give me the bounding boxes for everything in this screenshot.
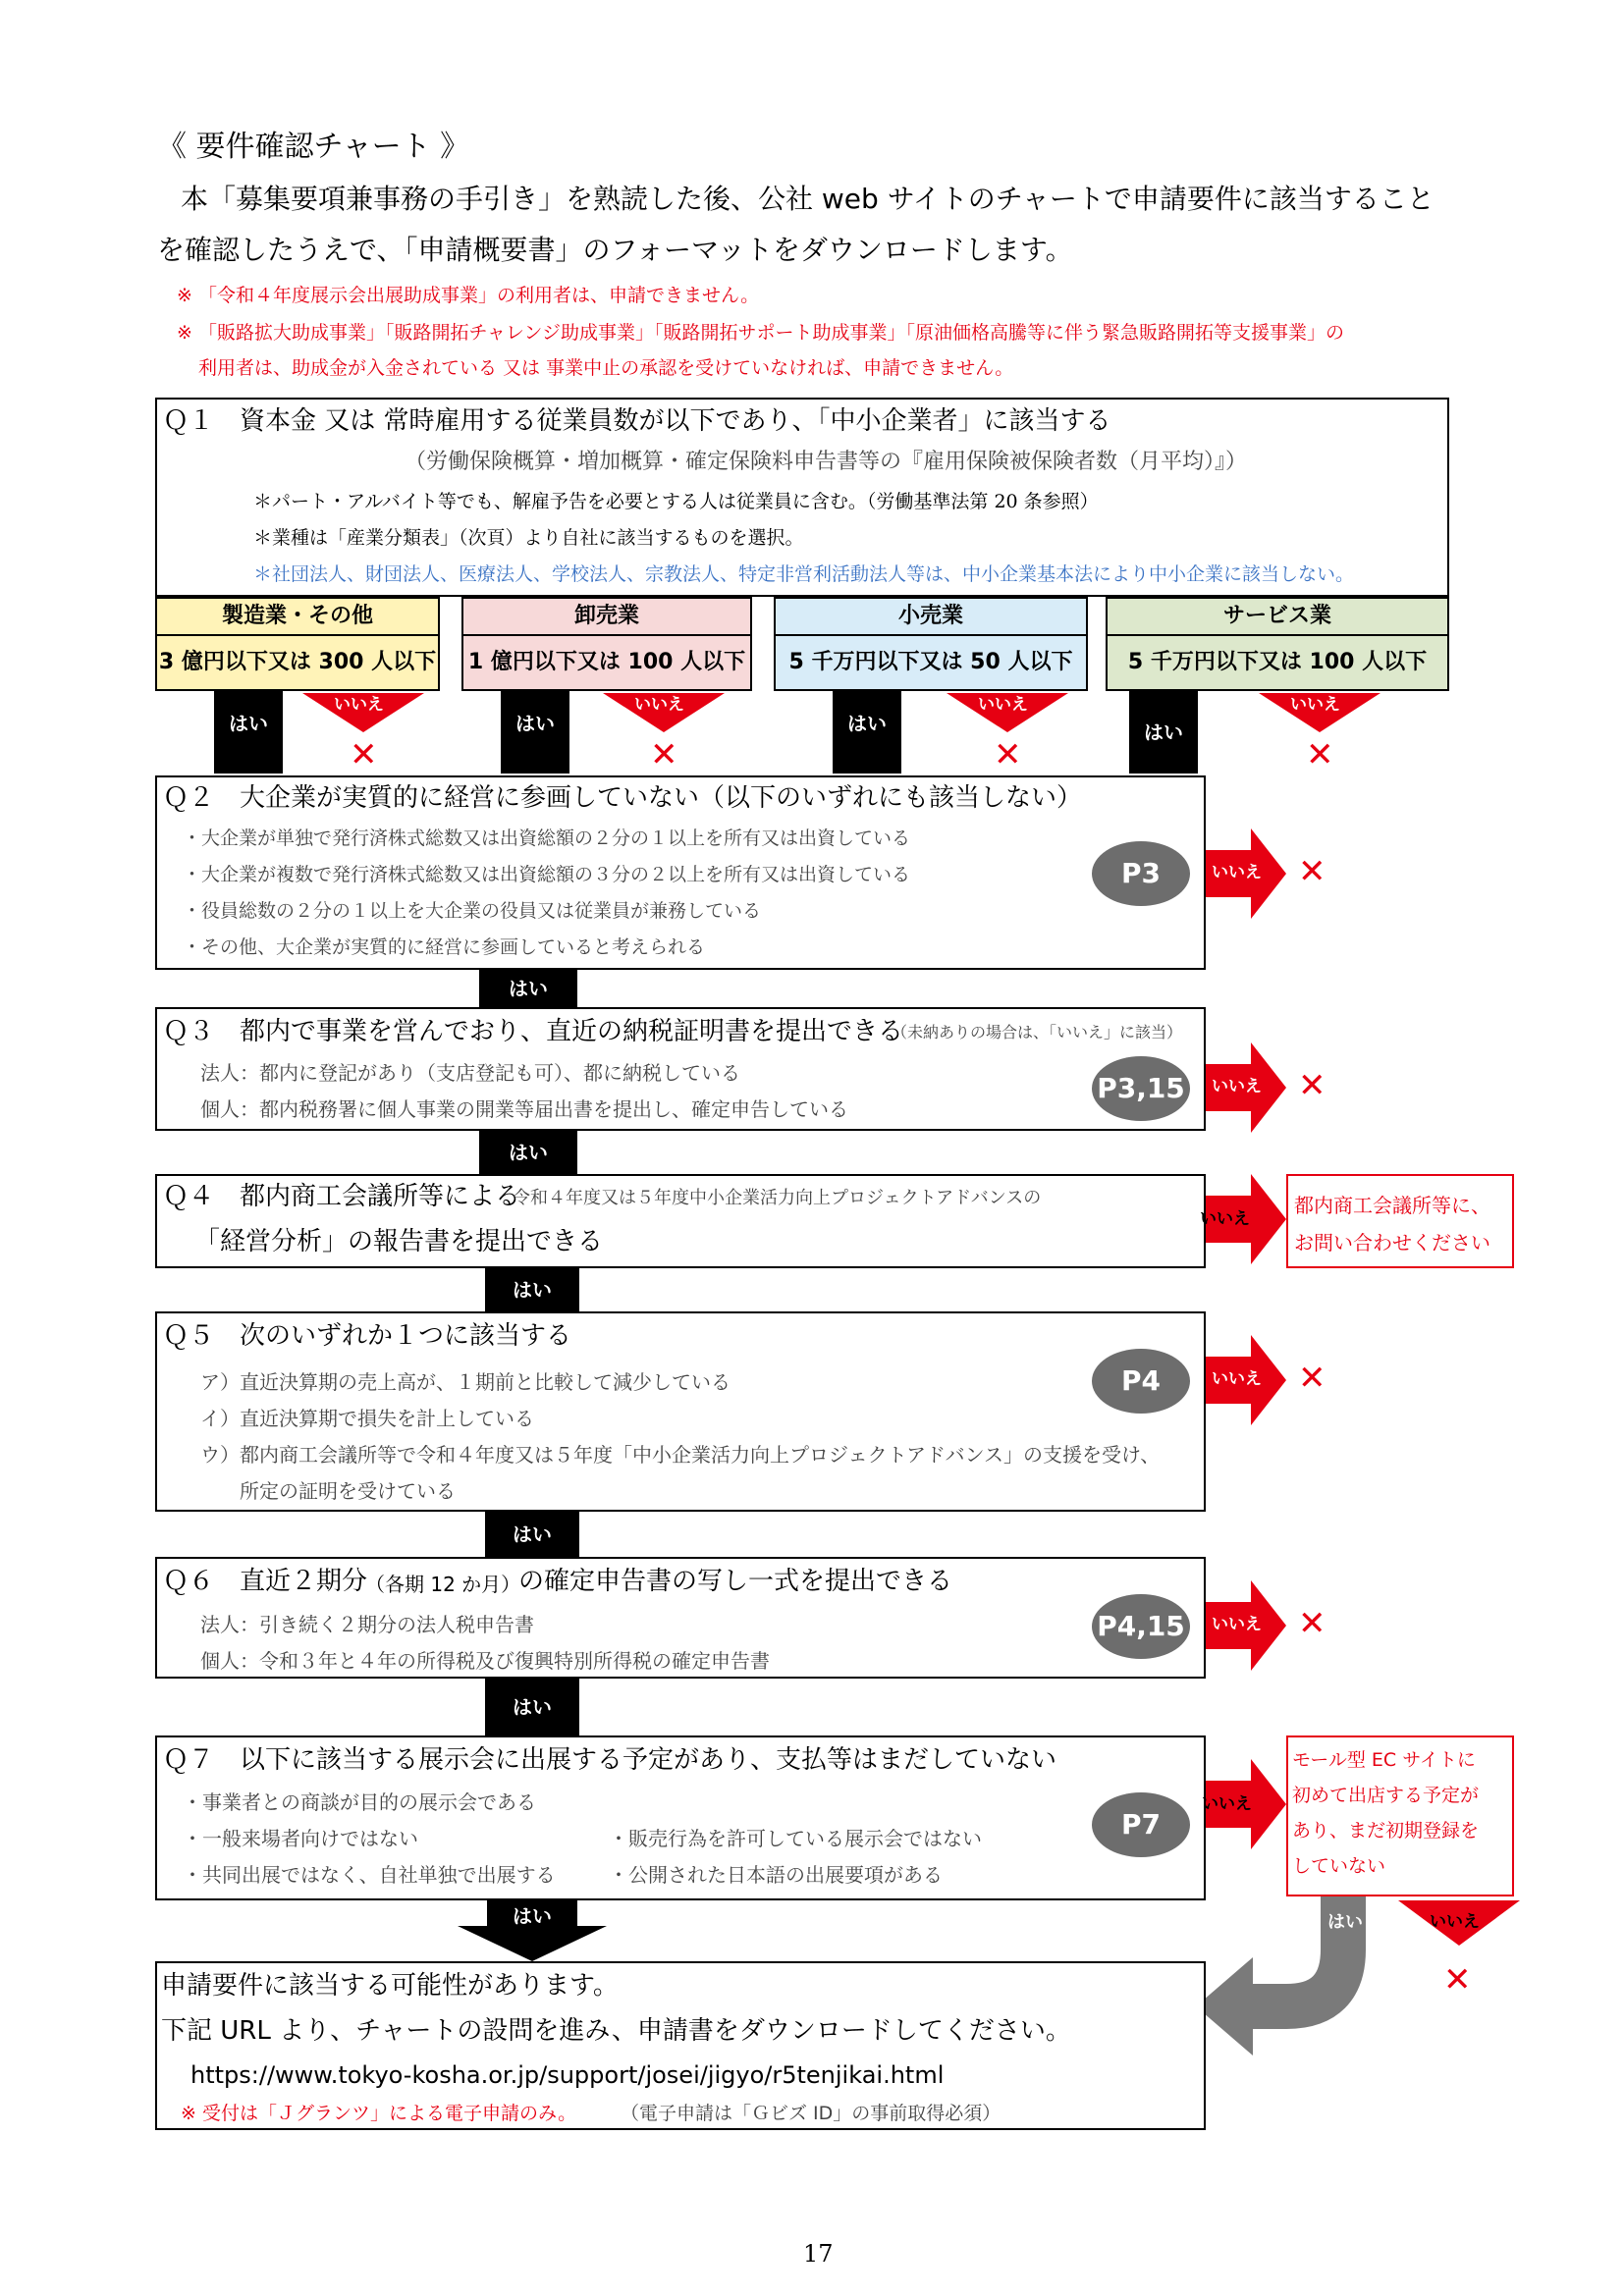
q1-yes-arrow-2: はい [501,691,569,774]
page-number: 17 [803,2240,834,2268]
q1-yes-arrow-4: はい [1129,691,1198,774]
q2-item-1: ・大企業が単独で発行済株式総数又は出資総額の２分の１以上を所有又は出資している [183,828,911,849]
q5-no-label: いいえ [1212,1369,1262,1389]
q6-page-badge: P4,15 [1092,1594,1190,1659]
page-title: 《 要件確認チャート 》 [157,130,470,164]
q3-title: Ｑ３ 都内で事業を営んでおり、直近の納税証明書を提出できる [163,1017,904,1046]
result-note-gray: （電子申請は「Ｇビズ ID」の事前取得必須） [621,2103,1001,2124]
q4-contact-line-1: 都内商工会議所等に、 [1294,1194,1490,1217]
q5-item-1: ア）直近決算期の売上高が、１期前と比較して減少している [200,1370,731,1394]
ec-no-label: いいえ [1430,1912,1480,1932]
result-line-1: 申請要件に該当する可能性があります。 [161,1971,619,2001]
q4-yes-arrow: はい [485,1268,579,1311]
q6-title-small: （各期 12 か月） [365,1573,521,1596]
category-manufacturing-criteria: 3 億円以下又は 300 人以下 [155,634,440,691]
q7-yes-label: はい [513,1904,552,1928]
category-wholesale-criteria: 1 億円以下又は 100 人以下 [461,634,752,691]
q1-note-1: ＊パート・アルバイト等でも、解雇予告を必要とする人は従業員に含む。（労働基準法第 20 条参照） [253,491,1099,512]
category-service-criteria: 5 千万円以下又は 100 人以下 [1106,634,1449,691]
q4-title-a: Ｑ４ 都内商工会議所等による [163,1182,521,1211]
q7-ec-line-4: していない [1292,1855,1386,1877]
category-service-name: サービス業 [1106,597,1449,636]
q7-item-4: ・共同出展ではなく、自社単独で出展する [183,1863,556,1887]
q1-no-label-1: いいえ [334,695,384,715]
q3-yes-arrow: はい [479,1131,577,1174]
q6-title-a: Ｑ６ 直近２期分 [163,1567,368,1596]
q1-cross-1: ✕ [350,735,378,774]
q7-page-badge: P7 [1092,1792,1190,1857]
category-retail-criteria: 5 千万円以下又は 50 人以下 [774,634,1088,691]
q6-item-2: 個人：令和３年と４年の所得税及び復興特別所得税の確定申告書 [200,1649,770,1673]
q2-cross: ✕ [1298,852,1326,891]
q5-title: Ｑ５ 次のいずれか１つに該当する [163,1321,572,1351]
q6-cross: ✕ [1298,1604,1326,1643]
q3-item-1: 法人：都内に登記があり（支店登記も可）、都に納税している [200,1061,740,1085]
q7-ec-line-1: モール型 EC サイトに [1292,1749,1476,1771]
result-url[interactable]: https://www.tokyo-kosha.or.jp/support/josei/jigyo/r5tenjikai.html [190,2061,945,2089]
category-retail-name: 小売業 [774,597,1088,636]
result-note-red: ※ 受付は「Ｊグランツ」による電子申請のみ。 [181,2103,577,2124]
q2-title: Ｑ２ 大企業が実質的に経営に参画していない（以下のいずれにも該当しない） [163,783,1083,813]
q7-title: Ｑ７ 以下に該当する展示会に出展する予定があり、支払等はまだしていない [163,1745,1057,1775]
q1-no-label-3: いいえ [978,695,1028,715]
q5-yes-arrow: はい [485,1512,579,1557]
q1-note-3: ＊社団法人、財団法人、医療法人、学校法人、宗教法人、特定非営利活動法人等は、中小企業基本法により中小企業に該当しない。 [253,563,1355,585]
q1-title: Ｑ１ 資本金 又は 常時雇用する従業員数が以下であり、「中小企業者」に該当する [163,406,1111,436]
q4-no-label: いいえ [1200,1209,1250,1229]
ec-yes-label: はい [1327,1912,1363,1933]
q7-item-3: ・販売行為を許可している展示会ではない [609,1827,982,1850]
q2-page-badge: P3 [1092,841,1190,906]
q1-note-2: ＊業種は「産業分類表」（次頁）より自社に該当するものを選択。 [253,527,804,549]
q7-no-label: いいえ [1202,1794,1252,1814]
q1-cross-2: ✕ [650,735,678,774]
q6-no-label: いいえ [1212,1615,1262,1634]
q2-item-4: ・その他、大企業が実質的に経営に参画していると考えられる [183,936,706,958]
q3-title-note: （未納ありの場合は、「いいえ」に該当） [892,1023,1183,1041]
q1-yes-arrow-1: はい [214,691,283,774]
q3-cross: ✕ [1298,1066,1326,1105]
q3-no-label: いいえ [1212,1077,1262,1096]
category-wholesale-name: 卸売業 [461,597,752,636]
q7-item-5: ・公開された日本語の出展要項がある [609,1863,943,1887]
q6-yes-arrow: はい [485,1679,579,1735]
q5-page-badge: P4 [1092,1349,1190,1414]
q4-contact-line-2: お問い合わせください [1294,1231,1490,1255]
q7-ec-line-2: 初めて出店する予定が [1292,1785,1480,1806]
intro-line-1: 本「募集要項兼事務の手引き」を熟読した後、公社 web サイトのチャートで申請要件に該当すること [181,183,1435,215]
q1-no-label-2: いいえ [634,695,684,715]
q3-item-2: 個人：都内税務署に個人事業の開業等届出書を提出し、確定申告している [200,1097,848,1121]
q7-item-2: ・一般来場者向けではない [183,1827,418,1850]
result-line-2: 下記 URL より、チャートの設問を進み、申請書をダウンロードしてください。 [161,2016,1071,2046]
q3-page-badge: P3,15 [1092,1056,1190,1121]
q2-yes-arrow: はい [479,970,577,1007]
q5-item-2: イ）直近決算期で損失を計上している [200,1407,534,1430]
note-2-line-1: ※ 「販路拡大助成事業」「販路開拓チャレンジ助成事業」「販路開拓サポート助成事業」「原油価格高騰等に伴う緊急販路開拓等支援事業」の [177,322,1344,344]
q7-item-1: ・事業者との商談が目的の展示会である [183,1790,536,1814]
intro-line-2: を確認したうえで、「申請概要書」のフォーマットをダウンロードします。 [157,234,1073,266]
q1-cross-3: ✕ [994,735,1022,774]
q7-ec-line-3: あり、まだ初期登録を [1292,1820,1480,1842]
q6-item-1: 法人：引き続く２期分の法人税申告書 [200,1613,534,1636]
q4-title-small: 令和４年度又は５年度中小企業活力向上プロジェクトアドバンスの [513,1188,1042,1208]
q1-subtitle: （労働保険概算・増加概算・確定保険料申告書等の『雇用保険被保険者数（月平均）』） [405,450,1248,474]
note-2-line-2: 利用者は、助成金が入金されている 又は 事業中止の承認を受けていなければ、申請できません。 [198,357,1014,379]
q1-no-label-4: いいえ [1290,695,1340,715]
q1-yes-arrow-3: はい [833,691,901,774]
q1-cross-4: ✕ [1306,735,1334,774]
ec-yes-curved-arrow [1196,1896,1398,2063]
category-manufacturing-name: 製造業・その他 [155,597,440,636]
q2-item-3: ・役員総数の２分の１以上を大企業の役員又は従業員が兼務している [183,900,762,922]
q2-item-2: ・大企業が複数で発行済株式総数又は出資総額の３分の２以上を所有又は出資している [183,864,911,885]
q6-title-b: の確定申告書の写し一式を提出できる [518,1567,953,1596]
q4-title-b: 「経営分析」の報告書を提出できる [194,1227,604,1256]
q2-no-label: いいえ [1212,863,1262,882]
ec-cross: ✕ [1443,1960,1472,2000]
note-1: ※ 「令和４年度展示会出展助成事業」の利用者は、申請できません。 [177,285,760,306]
q5-cross: ✕ [1298,1359,1326,1398]
q5-item-4: 所定の証明を受けている [240,1479,456,1503]
q5-item-3: ウ）都内商工会議所等で令和４年度又は５年度「中小企業活力向上プロジェクトアドバンス」の支援を受け、 [200,1443,1161,1467]
